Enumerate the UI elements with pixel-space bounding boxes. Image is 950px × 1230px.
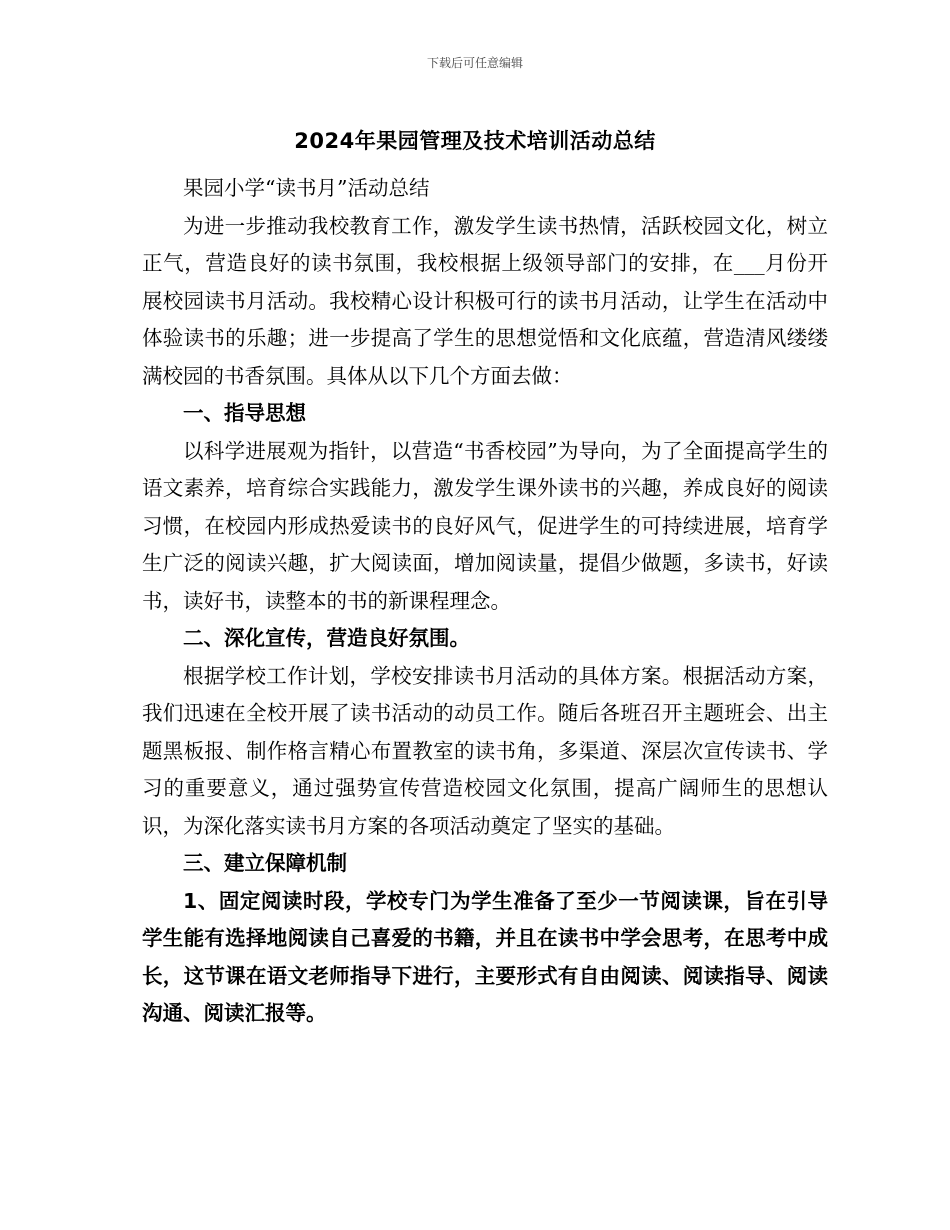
section-heading-1: 一、指导思想: [183, 401, 306, 425]
reading-time-paragraph: 1、固定阅读时段，学校专门为学生准备了至少一节阅读课，旨在引导学生能有选择地阅读自己喜爱的书籍，并且在读书中学会思考，在思考中成长，这节课在语文老师指导下进行，主要形式有自由阅读、阅读指导、阅读沟通、阅读汇报等。: [142, 888, 828, 1025]
header-note: 下载后可任意编辑: [426, 56, 523, 70]
publicity-paragraph: 根据学校工作计划，学校安排读书月活动的具体方案。根据活动方案，我们迅速在全校开展了读书活动的动员工作。随后各班召开主题班会、出主题黑板报、制作格言精心布置教室的读书角，多渠道、深层次宣传读书、学习的重要意义，通过强势宣传营造校园文化氛围，提高广阔师生的思想认识，为深化落实读书月方案的各项活动奠定了坚实的基础。: [142, 663, 828, 838]
document-body: [142, 170, 828, 1033]
subtitle-paragraph: 果园小学“读书月”活动总结: [183, 176, 430, 200]
intro-paragraph: 为进一步推动我校教育工作，激发学生读书热情，活跃校园文化，树立正气，营造良好的读书氛围，我校根据上级领导部门的安排，在___月份开展校园读书月活动。我校精心设计积极可行的读书月活动，让学生在活动中体验读书的乐趣；进一步提高了学生的思想觉悟和文化底蕴，营造清风缕缕满校园的书香氛围。具体从以下几个方面去做：: [142, 213, 828, 388]
section-heading-3: 三、建立保障机制: [183, 851, 347, 875]
section-heading-2: 二、深化宣传，营造良好氛围。: [183, 626, 470, 650]
document-title: 2024年果园管理及技术培训活动总结: [294, 129, 656, 153]
guiding-thought-paragraph: 以科学进展观为指针，以营造“书香校园”为导向，为了全面提高学生的语文素养，培育综合实践能力，激发学生课外读书的兴趣，养成良好的阅读习惯，在校园内形成热爱读书的良好风气，促进学生的可持续进展，培育学生广泛的阅读兴趣，扩大阅读面，增加阅读量，提倡少做题，多读书，好读书，读好书，读整本的书的新课程理念。: [142, 438, 828, 613]
